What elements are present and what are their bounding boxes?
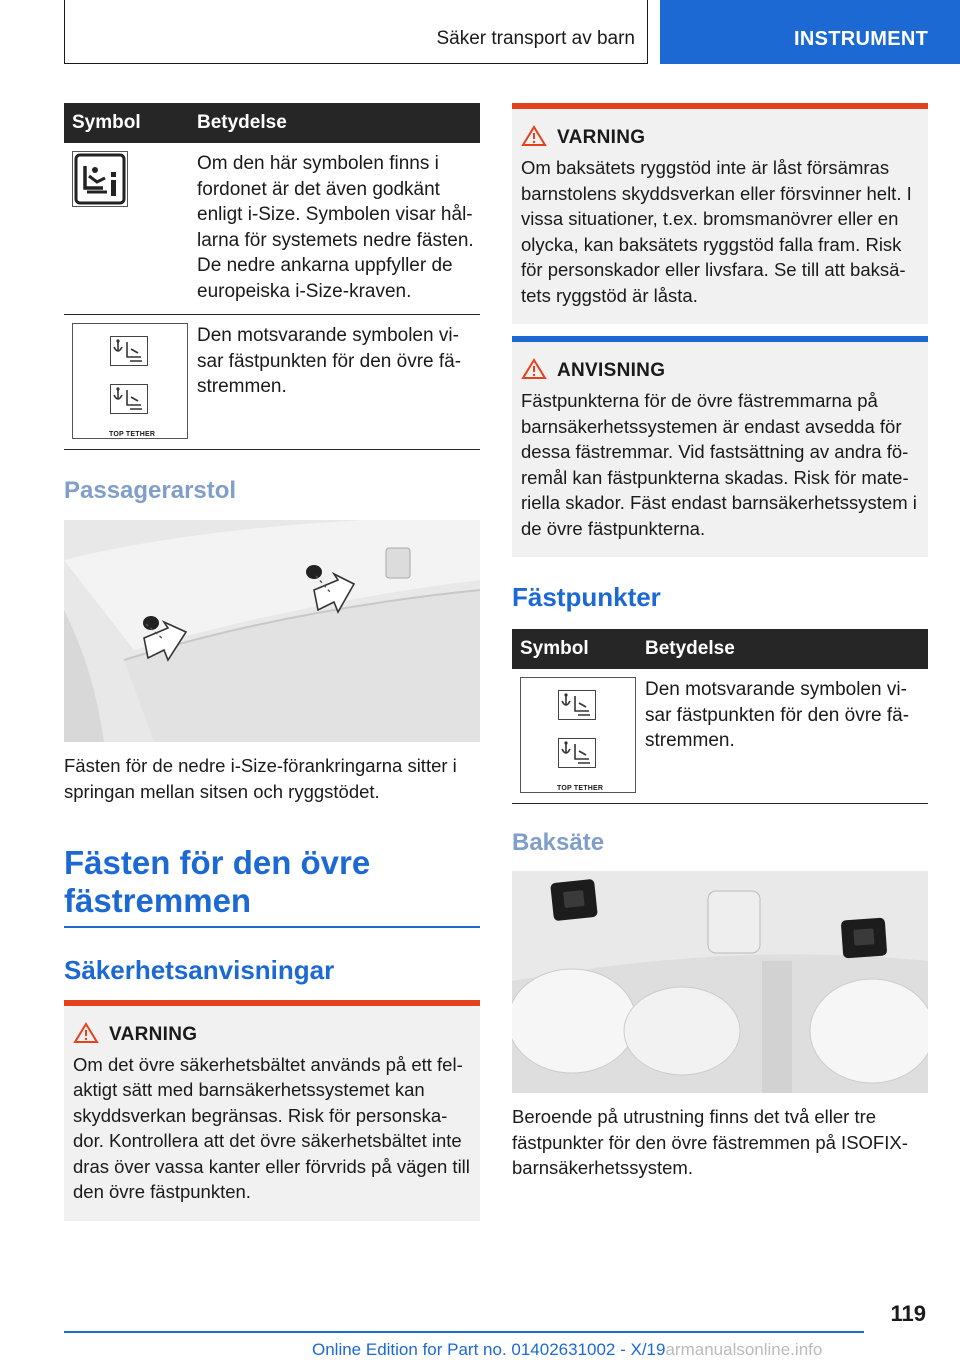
header-frame	[64, 0, 648, 64]
warning-box	[64, 1000, 480, 1221]
table-header-meaning: Betydelse	[636, 629, 928, 669]
icon-label: TOP TETHER	[557, 785, 604, 792]
chapter-tab-label: INSTRUMENT	[794, 28, 929, 50]
warning-text: Om det övre säkerhetsbältet används på ett fel-aktigt sätt med barnsäkerhetssystemet kan skyddsverkan begränsas. Risk för personska-dor. Kontrollera att det övre säkerhetsbältet inte dras över vassa kanter eller förvrids på vägen till den övre fästpunkten.	[73, 1053, 470, 1202]
table-header-symbol: Symbol	[512, 629, 636, 669]
passenger-heading: Passagerarstol	[64, 477, 237, 504]
anchor-heading: Fästpunkter	[512, 582, 661, 612]
notice-text: Fästpunkterna för de övre fästremmarna på barnsäkerhetssystemen är endast avsedda för dessa fästremmar. Vid fastsättning av andra fö-remål kan fästpunkterna skadas. Risk för mate-riella skador. Fäst endast barnsäkerhetssystem i de övre fästpunkterna.	[521, 390, 917, 539]
anchor-seat-icon	[110, 336, 148, 366]
page-number: 119	[890, 1301, 926, 1326]
table-row	[64, 315, 480, 450]
anchor-seat-icon	[558, 738, 596, 768]
main-heading: Fästen för den övre fästremmen	[64, 844, 371, 919]
warning-title: VARNING	[109, 1024, 472, 1046]
heading-rule	[64, 926, 480, 928]
symbol-table	[512, 629, 928, 804]
footer-rule	[64, 1331, 864, 1333]
top-tether-icon	[520, 677, 636, 793]
right-column	[512, 103, 928, 1181]
rear-caption: Beroende på utrustning finns det två eller tre fästpunkter för den övre fästremmen på ISOFIX-barnsäkerhetssystem.	[512, 1106, 908, 1178]
table-cell-meaning: Den motsvarande symbolen vi-sar fästpunkten för den övre fä-stremmen.	[188, 315, 480, 450]
symbol-table	[64, 103, 480, 450]
footer-watermark: armanualsonline.info	[665, 1340, 823, 1359]
warning-title: VARNING	[557, 127, 920, 149]
icon-label: TOP TETHER	[109, 431, 156, 438]
table-cell-meaning: Om den här symbolen finns i fordonet är det även godkänt enligt i-Size. Symbolen visar hål-larna för systemets nedre fästen. De nedre ankarna uppfyller de europeiska i-Size-kraven.	[188, 143, 480, 315]
table-cell-meaning: Den motsvarande symbolen vi-sar fästpunkten för den övre fä-stremmen.	[636, 669, 928, 804]
safety-heading: Säkerhetsanvisningar	[64, 954, 335, 985]
top-tether-icon	[72, 323, 188, 439]
warning-text: Om baksätets ryggstöd inte är låst försämras barnstolens skyddsverkan eller försvinner helt. I vissa situationer, t.ex. bromsmanövrer eller en olycka, kan baksätets ryggstöd falla fram. Risk för personskador eller livsfara. Se till att baksä-tets ryggstöd är låsta.	[521, 157, 912, 306]
warning-box	[512, 103, 928, 324]
passenger-seat-image	[64, 520, 480, 742]
section-title: Säker transport av barn	[436, 28, 635, 49]
notice-box	[512, 336, 928, 557]
chapter-tab[interactable]	[660, 0, 960, 64]
table-header-symbol: Symbol	[64, 103, 188, 143]
rear-seat-image	[512, 871, 928, 1093]
passenger-caption: Fästen för de nedre i-Size-förankringarna sitter i springan mellan sitsen och ryggstödet.	[64, 755, 457, 802]
table-header-meaning: Betydelse	[188, 103, 480, 143]
warning-triangle-icon	[521, 125, 547, 147]
anchor-seat-icon	[110, 384, 148, 414]
isize-child-seat-icon	[72, 151, 128, 207]
warning-triangle-icon	[73, 1022, 99, 1044]
notice-triangle-icon	[521, 358, 547, 380]
left-column	[64, 103, 480, 1221]
table-row	[512, 669, 928, 804]
table-row	[64, 143, 480, 315]
footer-edition: Online Edition for Part no. 01402631002 - X/19armanualsonline.info	[312, 1340, 823, 1359]
rear-heading: Baksäte	[512, 829, 605, 856]
anchor-seat-icon	[558, 690, 596, 720]
notice-title: ANVISNING	[557, 360, 920, 382]
